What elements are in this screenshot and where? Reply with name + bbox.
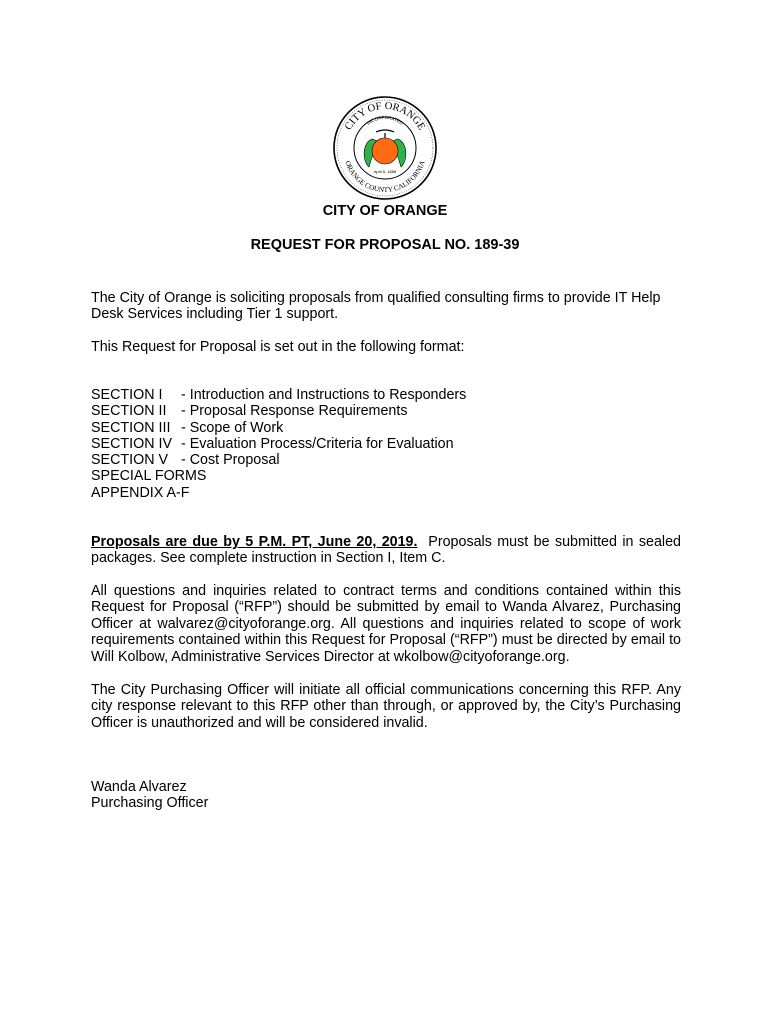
section-row bbox=[91, 452, 466, 468]
due-date-instructions: Proposals must be submitted in sealed packages. See complete instruction in Section I, Item C. bbox=[91, 534, 682, 567]
seal-bottom-text: ORANGE COUNTY CALIFORNIA bbox=[343, 159, 427, 195]
city-seal-logo bbox=[332, 95, 438, 201]
section-label: SECTION II bbox=[91, 403, 167, 420]
seal-top-text: CITY OF ORANGE bbox=[343, 100, 427, 133]
due-date-deadline: Proposals are due by 5 P.M. PT, June 20, 2019. bbox=[91, 534, 418, 550]
signer-title: Purchasing Officer bbox=[91, 795, 209, 812]
section-description: - Evaluation Process/Criteria for Evaluation bbox=[181, 435, 454, 452]
city-heading: CITY OF ORANGE bbox=[322, 203, 448, 219]
format-intro-paragraph: This Request for Proposal is set out in the following format: bbox=[91, 339, 465, 355]
communications-paragraph: The City Purchasing Officer will initiate all official communications concerning this RFP. Any city response relevant to this RFP other than through, or approved by, the City’s Purchasing Officer is unauthorized and will be considered invalid. bbox=[91, 682, 681, 731]
questions-paragraph: All questions and inquiries related to contract terms and conditions contained within this Request for Proposal (“RFP”) should be submitted by email to Wanda Alvarez, Purchasing Officer at walvarez@cityoforange.org. All questions and inquiries related to scope of work requirements contained within this Request for Proposal (“RFP”) must be directed by email to Will Kolbow, Administrative Services Director at wkolbow@cityoforange.org. bbox=[91, 583, 681, 665]
signer-name: Wanda Alvarez bbox=[91, 779, 187, 795]
section-row bbox=[91, 436, 466, 452]
section-description: - Introduction and Instructions to Responders bbox=[181, 387, 467, 403]
section-row bbox=[91, 403, 466, 419]
signature-block bbox=[91, 779, 208, 812]
section-list bbox=[91, 387, 466, 501]
section-row bbox=[91, 387, 466, 403]
seal-incorporated-text: INCORPORATED bbox=[365, 114, 405, 126]
section-description: - Cost Proposal bbox=[181, 452, 280, 469]
rfp-title: REQUEST FOR PROPOSAL NO. 189-39 bbox=[250, 237, 520, 253]
appendix-item: APPENDIX A-F bbox=[91, 484, 190, 501]
due-date-paragraph bbox=[91, 534, 681, 567]
special-forms-item: SPECIAL FORMS bbox=[91, 468, 207, 485]
section-description: - Scope of Work bbox=[181, 419, 284, 436]
section-row bbox=[91, 420, 466, 436]
seal-date-text: April 6, 1888 bbox=[373, 169, 397, 174]
section-label: SECTION V bbox=[91, 452, 169, 469]
section-label: SECTION III bbox=[91, 419, 171, 436]
orange-fruit-icon bbox=[372, 138, 398, 164]
section-label: SECTION I bbox=[91, 387, 163, 403]
section-label: SECTION IV bbox=[91, 435, 173, 452]
intro-paragraph: The City of Orange is soliciting proposals from qualified consulting firms to provide IT Help Desk Services including Tier 1 support. bbox=[91, 290, 661, 323]
section-description: - Proposal Response Requirements bbox=[181, 403, 408, 420]
